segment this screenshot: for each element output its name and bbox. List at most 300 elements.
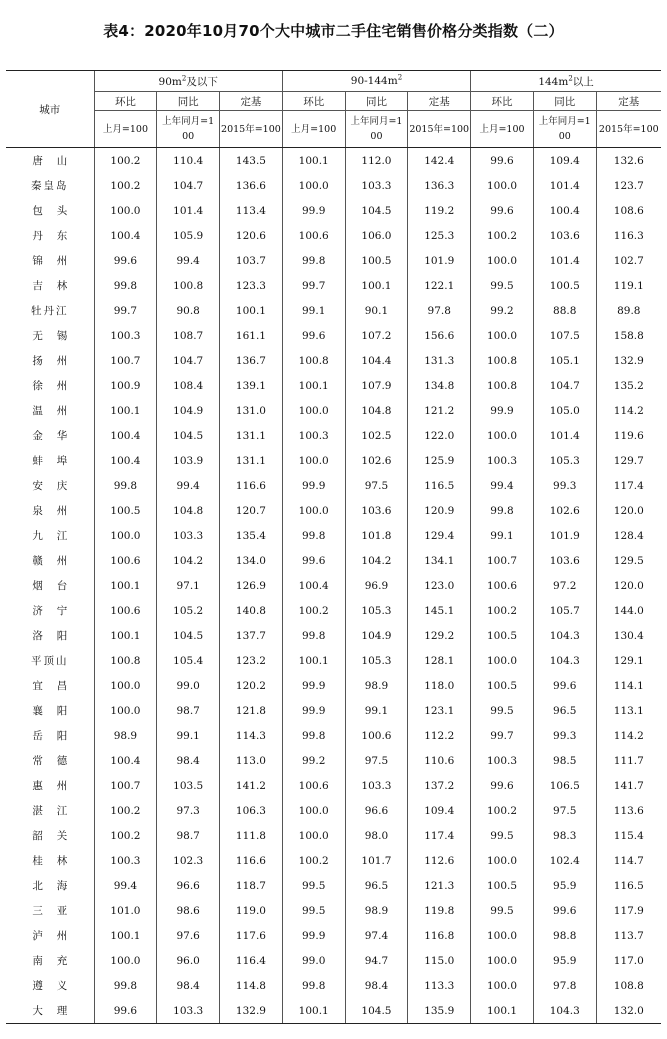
table-row: [6, 823, 661, 848]
index-value: 111.8: [220, 823, 283, 848]
index-value: 104.5: [345, 998, 408, 1024]
city-label: 牡丹江: [31, 305, 69, 317]
index-value: 99.2: [471, 298, 534, 323]
table-row: [6, 398, 661, 423]
index-value: 99.6: [94, 998, 157, 1024]
index-value: 113.7: [596, 923, 661, 948]
index-value: 100.0: [94, 948, 157, 973]
index-value: 105.7: [533, 598, 596, 623]
index-value: 102.6: [345, 448, 408, 473]
index-value: 95.9: [533, 873, 596, 898]
city-name: [6, 773, 94, 798]
index-value: 105.4: [157, 648, 220, 673]
city-name: [6, 273, 94, 298]
index-value: 100.3: [94, 848, 157, 873]
index-value: 100.1: [220, 298, 283, 323]
city-label: 丹 东: [32, 230, 68, 242]
index-value: 100.1: [282, 998, 345, 1024]
index-value: 99.9: [282, 698, 345, 723]
index-value: 125.3: [408, 223, 471, 248]
index-value: 103.3: [157, 998, 220, 1024]
index-value: 100.2: [94, 148, 157, 174]
index-value: 125.9: [408, 448, 471, 473]
index-value: 101.4: [533, 173, 596, 198]
index-value: 116.8: [408, 923, 471, 948]
index-value: 100.8: [471, 373, 534, 398]
index-value: 104.3: [533, 648, 596, 673]
index-value: 99.8: [282, 723, 345, 748]
index-value: 90.1: [345, 298, 408, 323]
index-value: 107.5: [533, 323, 596, 348]
index-value: 105.3: [533, 448, 596, 473]
city-name: [6, 848, 94, 873]
metric-header-fixed-base: 定基: [596, 92, 661, 111]
city-name: [6, 873, 94, 898]
index-value: 99.1: [282, 298, 345, 323]
index-value: 102.7: [596, 248, 661, 273]
index-value: 113.6: [596, 798, 661, 823]
table-row: [6, 998, 661, 1024]
city-label: 安 庆: [32, 480, 68, 492]
table-row: [6, 623, 661, 648]
index-value: 101.4: [533, 248, 596, 273]
city-name: [6, 823, 94, 848]
table-row: [6, 973, 661, 998]
index-value: 129.5: [596, 548, 661, 573]
index-value: 102.5: [345, 423, 408, 448]
index-value: 98.4: [157, 973, 220, 998]
index-value: 119.1: [596, 273, 661, 298]
index-value: 103.5: [157, 773, 220, 798]
index-value: 123.2: [220, 648, 283, 673]
index-value: 99.2: [282, 748, 345, 773]
table-row: [6, 598, 661, 623]
index-value: 121.8: [220, 698, 283, 723]
index-value: 101.9: [408, 248, 471, 273]
city-name: [6, 398, 94, 423]
index-value: 99.3: [533, 473, 596, 498]
index-value: 134.0: [220, 548, 283, 573]
index-value: 99.6: [533, 898, 596, 923]
index-value: 104.7: [157, 348, 220, 373]
index-value: 100.3: [94, 323, 157, 348]
index-value: 98.3: [533, 823, 596, 848]
base-header-fixed-base: 2015年=100: [596, 111, 661, 148]
index-value: 97.8: [408, 298, 471, 323]
index-value: 99.1: [157, 723, 220, 748]
table-row: [6, 923, 661, 948]
index-value: 135.9: [408, 998, 471, 1024]
index-value: 100.2: [94, 173, 157, 198]
city-name: [6, 698, 94, 723]
index-value: 100.0: [471, 423, 534, 448]
city-label: 洛 阳: [32, 630, 68, 642]
index-value: 99.1: [471, 523, 534, 548]
table-row: [6, 223, 661, 248]
city-name: [6, 173, 94, 198]
index-value: 100.1: [282, 648, 345, 673]
index-value: 100.0: [471, 323, 534, 348]
index-value: 129.4: [408, 523, 471, 548]
index-value: 114.2: [596, 723, 661, 748]
index-value: 99.9: [282, 473, 345, 498]
index-value: 114.7: [596, 848, 661, 873]
index-value: 98.9: [345, 673, 408, 698]
city-label: 遵 义: [32, 980, 68, 992]
table-row: [6, 873, 661, 898]
index-value: 100.4: [533, 198, 596, 223]
city-name: [6, 748, 94, 773]
index-value: 131.0: [220, 398, 283, 423]
index-value: 95.9: [533, 948, 596, 973]
index-value: 123.7: [596, 173, 661, 198]
index-value: 140.8: [220, 598, 283, 623]
index-value: 135.2: [596, 373, 661, 398]
index-value: 100.4: [94, 223, 157, 248]
index-value: 139.1: [220, 373, 283, 398]
index-value: 99.8: [94, 973, 157, 998]
index-value: 103.7: [220, 248, 283, 273]
index-value: 122.1: [408, 273, 471, 298]
city-label: 岳 阳: [32, 730, 68, 742]
index-value: 132.6: [596, 148, 661, 174]
index-value: 112.6: [408, 848, 471, 873]
index-value: 116.5: [408, 473, 471, 498]
index-value: 97.3: [157, 798, 220, 823]
index-value: 121.2: [408, 398, 471, 423]
table-row: [6, 898, 661, 923]
index-value: 100.1: [282, 148, 345, 174]
index-value: 96.9: [345, 573, 408, 598]
index-value: 113.4: [220, 198, 283, 223]
index-value: 100.1: [94, 923, 157, 948]
index-value: 123.0: [408, 573, 471, 598]
index-value: 115.4: [596, 823, 661, 848]
index-value: 99.5: [282, 898, 345, 923]
metric-header-mom: 环比: [282, 92, 345, 111]
index-value: 123.3: [220, 273, 283, 298]
index-value: 99.8: [282, 973, 345, 998]
index-value: 100.2: [94, 798, 157, 823]
index-value: 100.2: [471, 598, 534, 623]
table-row: [6, 498, 661, 523]
index-value: 161.1: [220, 323, 283, 348]
index-value: 100.7: [94, 773, 157, 798]
index-value: 99.4: [157, 248, 220, 273]
index-value: 100.0: [282, 498, 345, 523]
city-label: 吉 林: [32, 280, 68, 292]
index-value: 89.8: [596, 298, 661, 323]
index-value: 137.7: [220, 623, 283, 648]
index-value: 145.1: [408, 598, 471, 623]
index-value: 100.5: [345, 248, 408, 273]
index-value: 120.9: [408, 498, 471, 523]
index-value: 101.8: [345, 523, 408, 548]
index-value: 131.3: [408, 348, 471, 373]
index-value: 100.7: [94, 348, 157, 373]
index-value: 104.3: [533, 998, 596, 1024]
index-value: 99.1: [345, 698, 408, 723]
index-value: 121.3: [408, 873, 471, 898]
index-value: 99.9: [282, 923, 345, 948]
index-value: 100.0: [282, 448, 345, 473]
city-name: [6, 973, 94, 998]
index-value: 100.6: [94, 598, 157, 623]
index-value: 102.6: [533, 498, 596, 523]
index-value: 100.6: [282, 223, 345, 248]
index-value: 99.3: [533, 723, 596, 748]
index-value: 99.9: [471, 398, 534, 423]
index-value: 110.6: [408, 748, 471, 773]
index-value: 98.7: [157, 823, 220, 848]
city-label: 温 州: [32, 405, 68, 417]
index-value: 116.6: [220, 473, 283, 498]
index-value: 119.2: [408, 198, 471, 223]
city-label: 南 充: [32, 955, 68, 967]
index-value: 113.1: [596, 698, 661, 723]
index-value: 100.6: [345, 723, 408, 748]
index-value: 96.6: [345, 798, 408, 823]
base-header-yoy: 上年同月=100: [533, 111, 596, 148]
city-name: [6, 348, 94, 373]
index-value: 99.8: [282, 248, 345, 273]
index-value: 99.7: [94, 298, 157, 323]
index-value: 99.6: [471, 198, 534, 223]
index-value: 116.6: [220, 848, 283, 873]
index-value: 100.3: [282, 423, 345, 448]
index-value: 97.2: [533, 573, 596, 598]
index-value: 108.6: [596, 198, 661, 223]
index-value: 100.4: [282, 573, 345, 598]
index-value: 117.4: [408, 823, 471, 848]
index-value: 100.0: [471, 848, 534, 873]
index-value: 123.1: [408, 698, 471, 723]
metric-header-fixed-base: 定基: [408, 92, 471, 111]
index-value: 98.0: [345, 823, 408, 848]
index-value: 100.8: [157, 273, 220, 298]
index-value: 100.0: [471, 648, 534, 673]
city-label: 韶 关: [32, 830, 68, 842]
table-row: [6, 698, 661, 723]
index-value: 136.6: [220, 173, 283, 198]
index-value: 104.5: [345, 198, 408, 223]
metric-header-yoy: 同比: [157, 92, 220, 111]
index-value: 134.1: [408, 548, 471, 573]
index-value: 142.4: [408, 148, 471, 174]
index-value: 96.6: [157, 873, 220, 898]
table-row: [6, 373, 661, 398]
index-value: 131.1: [220, 448, 283, 473]
index-value: 120.7: [220, 498, 283, 523]
index-value: 100.5: [471, 873, 534, 898]
index-value: 100.3: [471, 448, 534, 473]
index-value: 116.5: [596, 873, 661, 898]
index-value: 100.4: [94, 748, 157, 773]
index-value: 136.7: [220, 348, 283, 373]
index-value: 100.0: [471, 248, 534, 273]
index-value: 97.6: [157, 923, 220, 948]
city-name: [6, 998, 94, 1024]
index-value: 119.6: [596, 423, 661, 448]
city-label: 襄 阳: [32, 705, 68, 717]
index-value: 135.4: [220, 523, 283, 548]
table-row: [6, 423, 661, 448]
index-value: 144.0: [596, 598, 661, 623]
index-value: 100.8: [282, 348, 345, 373]
city-label: 烟 台: [32, 580, 68, 592]
city-name: [6, 423, 94, 448]
index-value: 103.3: [157, 523, 220, 548]
table-row: [6, 948, 661, 973]
index-value: 97.1: [157, 573, 220, 598]
index-value: 114.1: [596, 673, 661, 698]
index-value: 104.2: [345, 548, 408, 573]
city-name: [6, 648, 94, 673]
index-value: 100.0: [282, 173, 345, 198]
index-value: 99.6: [471, 148, 534, 174]
index-value: 100.8: [471, 348, 534, 373]
table-row: [6, 648, 661, 673]
city-name: [6, 448, 94, 473]
table-row: [6, 848, 661, 873]
index-value: 99.4: [94, 873, 157, 898]
index-value: 99.5: [471, 823, 534, 848]
city-label: 常 德: [32, 755, 68, 767]
city-name: [6, 798, 94, 823]
index-value: 158.8: [596, 323, 661, 348]
city-column-header: 城市: [6, 71, 94, 148]
table-row: [6, 173, 661, 198]
index-value: 100.0: [471, 923, 534, 948]
base-header-yoy: 上年同月=100: [345, 111, 408, 148]
index-value: 99.5: [471, 273, 534, 298]
index-value: 97.8: [533, 973, 596, 998]
index-value: 108.4: [157, 373, 220, 398]
city-name: [6, 498, 94, 523]
index-value: 119.0: [220, 898, 283, 923]
index-value: 100.4: [94, 448, 157, 473]
city-label: 平顶山: [31, 655, 69, 667]
index-value: 94.7: [345, 948, 408, 973]
group-header-90-below: $90m^2$及以下: [94, 71, 282, 92]
city-name: [6, 373, 94, 398]
index-value: 99.6: [471, 773, 534, 798]
index-value: 132.0: [596, 998, 661, 1024]
city-label: 包 头: [32, 205, 68, 217]
index-value: 100.0: [471, 973, 534, 998]
metric-header-yoy: 同比: [533, 92, 596, 111]
index-value: 96.5: [345, 873, 408, 898]
index-value: 99.6: [282, 323, 345, 348]
index-value: 105.2: [157, 598, 220, 623]
index-value: 99.7: [282, 273, 345, 298]
table-row: [6, 323, 661, 348]
table-row: [6, 523, 661, 548]
index-value: 100.1: [94, 623, 157, 648]
index-value: 97.5: [533, 798, 596, 823]
index-value: 107.2: [345, 323, 408, 348]
city-label: 徐 州: [32, 380, 68, 392]
table-row: [6, 473, 661, 498]
index-value: 130.4: [596, 623, 661, 648]
index-value: 110.4: [157, 148, 220, 174]
city-name: [6, 473, 94, 498]
index-value: 114.8: [220, 973, 283, 998]
index-value: 98.4: [157, 748, 220, 773]
index-value: 105.3: [345, 648, 408, 673]
city-label: 宜 昌: [32, 680, 68, 692]
city-label: 蚌 埠: [32, 455, 68, 467]
index-value: 100.6: [282, 773, 345, 798]
index-value: 119.8: [408, 898, 471, 923]
index-value: 100.2: [471, 798, 534, 823]
index-value: 120.0: [596, 498, 661, 523]
index-value: 97.4: [345, 923, 408, 948]
index-value: 111.7: [596, 748, 661, 773]
index-value: 116.4: [220, 948, 283, 973]
metric-header-row: [6, 92, 661, 111]
index-value: 100.1: [282, 373, 345, 398]
city-label: 九 江: [32, 530, 68, 542]
index-value: 105.9: [157, 223, 220, 248]
index-value: 99.8: [282, 623, 345, 648]
index-value: 100.5: [94, 498, 157, 523]
index-value: 100.0: [282, 798, 345, 823]
city-name: [6, 323, 94, 348]
index-value: 114.2: [596, 398, 661, 423]
index-value: 98.6: [157, 898, 220, 923]
index-value: 104.7: [157, 173, 220, 198]
index-value: 104.9: [157, 398, 220, 423]
index-value: 116.3: [596, 223, 661, 248]
city-name: [6, 723, 94, 748]
index-value: 129.7: [596, 448, 661, 473]
city-label: 金 华: [32, 430, 68, 442]
group-header-144-above: $144m^2$以上: [471, 71, 661, 92]
index-value: 103.3: [345, 773, 408, 798]
index-value: 100.6: [94, 548, 157, 573]
index-value: 156.6: [408, 323, 471, 348]
index-value: 117.6: [220, 923, 283, 948]
index-value: 99.0: [157, 673, 220, 698]
index-value: 100.0: [471, 948, 534, 973]
index-value: 141.2: [220, 773, 283, 798]
table-row: [6, 273, 661, 298]
city-name: [6, 198, 94, 223]
index-value: 117.4: [596, 473, 661, 498]
index-value: 105.3: [345, 598, 408, 623]
index-value: 100.1: [94, 398, 157, 423]
table-row: [6, 348, 661, 373]
city-name: [6, 523, 94, 548]
index-value: 128.4: [596, 523, 661, 548]
index-value: 100.0: [471, 173, 534, 198]
city-label: 惠 州: [32, 780, 68, 792]
index-value: 103.6: [533, 548, 596, 573]
index-value: 97.5: [345, 748, 408, 773]
city-label: 三 亚: [32, 905, 68, 917]
base-header-fixed-base: 2015年=100: [408, 111, 471, 148]
table-header: [6, 71, 661, 148]
index-value: 101.7: [345, 848, 408, 873]
index-value: 117.9: [596, 898, 661, 923]
index-value: 100.2: [471, 223, 534, 248]
index-value: 137.2: [408, 773, 471, 798]
city-label: 北 海: [32, 880, 68, 892]
index-value: 141.7: [596, 773, 661, 798]
city-label: 济 宁: [32, 605, 68, 617]
index-value: 100.2: [282, 848, 345, 873]
